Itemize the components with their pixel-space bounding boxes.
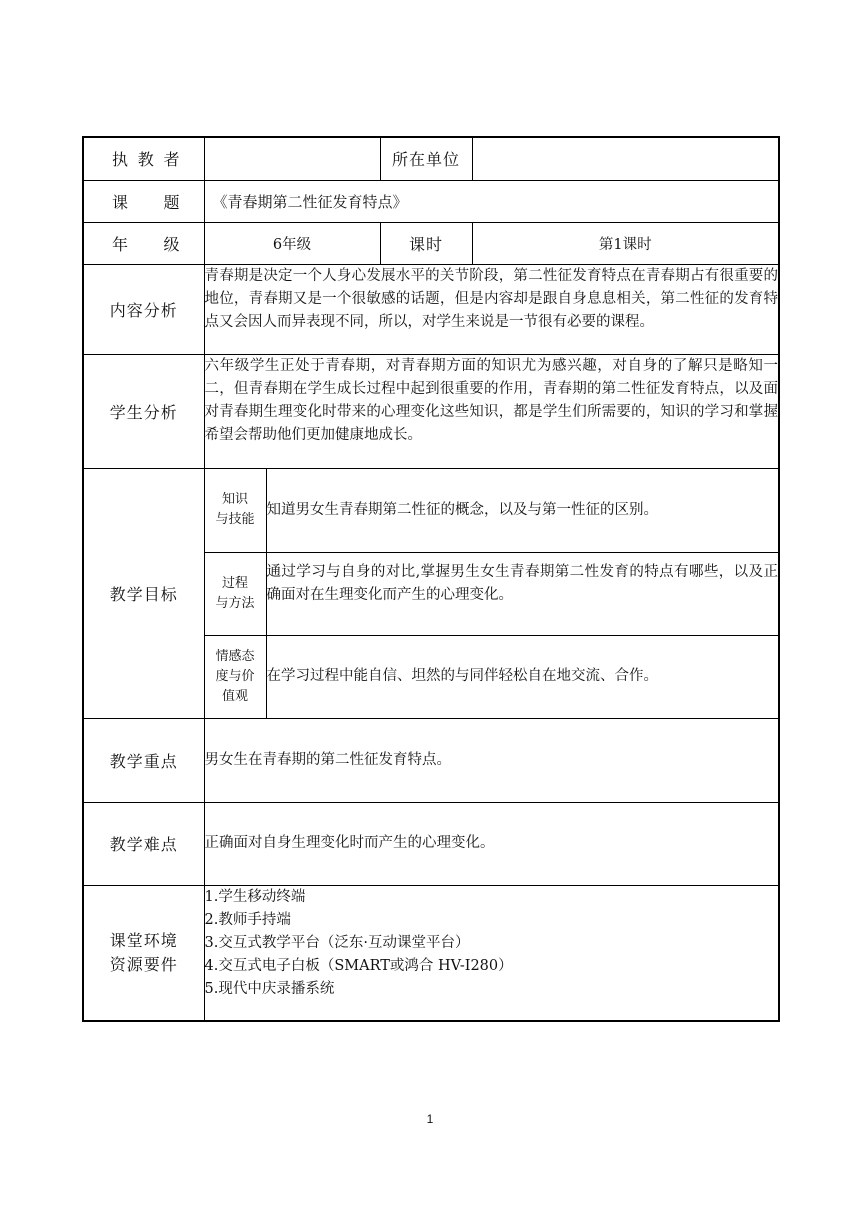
goal-label-emotion: 情感态 度与价 值观	[204, 635, 266, 718]
resources-label: 课堂环境 资源要件	[83, 885, 204, 1021]
goal-text-process: 通过学习与自身的对比,掌握男生女生青春期第二性发育的特点有哪些，以及正确面对在生理变化而产生的心理变化。	[266, 552, 779, 635]
goal-text-emotion: 在学习过程中能自信、坦然的与同伴轻松自在地交流、合作。	[266, 635, 779, 718]
period-value: 第1课时	[472, 222, 779, 264]
resources-list	[204, 885, 779, 1021]
goal-label-process: 过程 与方法	[204, 552, 266, 635]
goal-label-knowledge: 知识 与技能	[204, 468, 266, 552]
goal-text-knowledge: 知道男女生青春期第二性征的概念，以及与第一性征的区别。	[266, 468, 779, 552]
unit-label: 所在单位	[380, 137, 472, 180]
unit-value	[472, 137, 779, 180]
period-label: 课时	[380, 222, 472, 264]
teaching-goals-label: 教学目标	[83, 468, 204, 718]
topic-label: 课 题	[83, 180, 204, 222]
list-item: 4.交互式电子白板（SMART或鸿合 HV-I280）	[204, 957, 513, 974]
student-analysis-text: 六年级学生正处于青春期，对青春期方面的知识尤为感兴趣，对自身的了解只是略知一二，但青春期在学生成长过程中起到很重要的作用，青春期的第二性征发育特点，以及面对青春期生理变化时带来的心理变化这些知识，都是学生们所需要的，知识的学习和掌握希望会帮助他们更加健康地成长。	[204, 354, 779, 468]
student-analysis-row	[83, 354, 779, 468]
page-number: 1	[426, 1112, 434, 1126]
difficulty-label: 教学难点	[83, 802, 204, 885]
grade-label: 年 级	[83, 222, 204, 264]
grade-value: 6年级	[204, 222, 380, 264]
content-analysis-text: 青春期是决定一个人身心发展水平的关节阶段，第二性征发育特点在青春期占有很重要的地位，青春期又是一个很敏感的话题，但是内容却是跟自身息息相关，第二性征的发育特点又会因人而异表现不同，所以，对学生来说是一节很有必要的课程。	[204, 264, 779, 354]
student-analysis-label: 学生分析	[83, 354, 204, 468]
difficulty-row	[83, 802, 779, 885]
difficulty-text: 正确面对自身生理变化时而产生的心理变化。	[204, 802, 779, 885]
key-point-text: 男女生在青春期的第二性征发育特点。	[204, 718, 779, 802]
list-item: 1.学生移动终端	[204, 888, 306, 905]
grade-row	[83, 222, 779, 264]
teacher-row	[83, 137, 779, 180]
topic-row	[83, 180, 779, 222]
lesson-plan-table	[82, 136, 780, 1022]
topic-value: 《青春期第二性征发育特点》	[204, 180, 779, 222]
content-analysis-label: 内容分析	[83, 264, 204, 354]
resources-row	[83, 885, 779, 1021]
list-item: 5.现代中庆录播系统	[204, 980, 335, 997]
teacher-label: 执 教 者	[83, 137, 204, 180]
content-analysis-row	[83, 264, 779, 354]
list-item: 2.教师手持端	[204, 911, 291, 928]
list-item: 3.交互式教学平台（泛东·互动课堂平台）	[204, 934, 470, 951]
key-point-label: 教学重点	[83, 718, 204, 802]
teacher-value	[204, 137, 380, 180]
key-point-row	[83, 718, 779, 802]
goal-row-knowledge	[83, 468, 779, 552]
